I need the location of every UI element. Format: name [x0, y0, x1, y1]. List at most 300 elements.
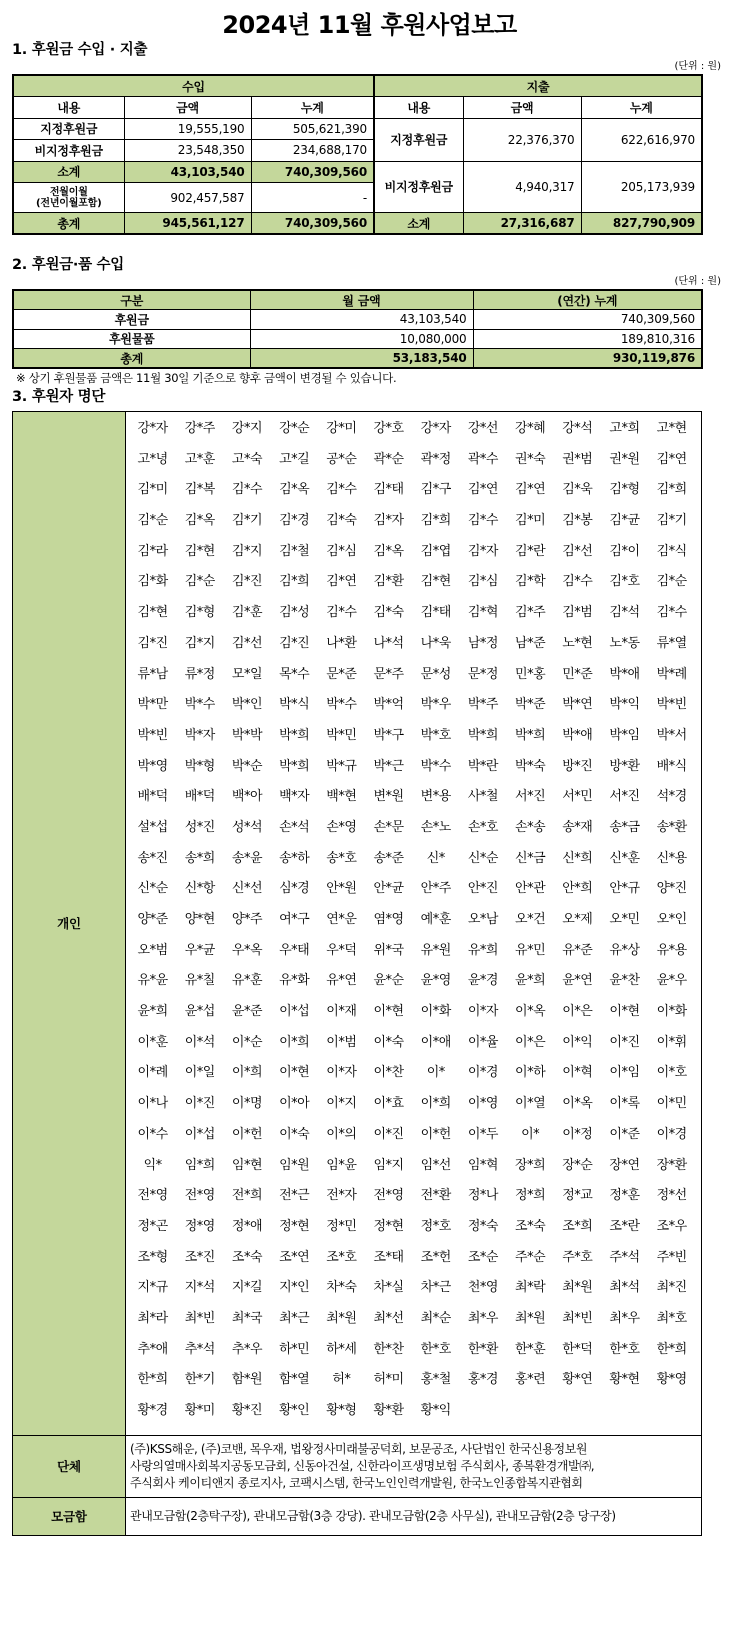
row-cash-label: 후원금 — [13, 310, 250, 330]
donor-name: 박*영 — [137, 758, 168, 774]
donor-name: 유*용 — [656, 942, 687, 958]
donor-name: 윤*우 — [656, 973, 687, 989]
donor-name: 우*옥 — [231, 942, 263, 958]
section3-title: 3. 후원자 명단 — [12, 389, 106, 405]
donor-name: 김*희 — [656, 482, 687, 498]
donor-name: 이*희 — [231, 1065, 263, 1081]
donor-name: 곽*정 — [420, 451, 451, 467]
donor-name: 홍*련 — [515, 1372, 546, 1388]
donor-name: 유*윤 — [137, 973, 168, 989]
donor-name: 이*자 — [467, 1004, 498, 1020]
donor-name: 박*민 — [326, 727, 357, 743]
expense-subtotal-label: 소계 — [374, 213, 463, 235]
donor-name: 오*제 — [562, 912, 593, 927]
donor-name: 박*준 — [515, 697, 546, 713]
donor-name: 추*애 — [137, 1341, 168, 1357]
donor-name: 송*금 — [609, 819, 640, 835]
donor-name: 함*원 — [231, 1372, 263, 1388]
donor-name: 전*영 — [137, 1188, 168, 1204]
donor-name: 김*지 — [184, 635, 215, 651]
donor-name: 황*인 — [279, 1403, 310, 1418]
row-goods-label: 후원물품 — [13, 329, 250, 349]
donor-name: 강*석 — [562, 421, 593, 436]
donor-name: 김*수 — [231, 482, 263, 498]
donor-name: 송*호 — [326, 850, 357, 866]
donor-name: 한*훈 — [515, 1341, 546, 1357]
donor-name: 박*식 — [279, 697, 310, 713]
expense-designated-label: 지정후원금 — [374, 118, 463, 161]
donor-name: 윤*순 — [373, 973, 404, 989]
donor-name: 서*진 — [609, 789, 640, 805]
donor-name: 김*순 — [184, 574, 215, 590]
donor-name: 이*석 — [184, 1034, 215, 1050]
donor-name: 공*순 — [326, 451, 357, 467]
donor-name: 고*숙 — [231, 451, 263, 467]
donor-name: 강*혜 — [515, 421, 546, 436]
donor-name: 손*석 — [279, 819, 310, 835]
donor-name: 이*애 — [420, 1034, 451, 1050]
donor-name: 우*덕 — [326, 942, 357, 958]
donor-name: 고*희 — [609, 421, 640, 436]
donor-name: 권*범 — [562, 451, 593, 467]
donor-name: 김*진 — [137, 635, 168, 651]
donor-name: 박*인 — [231, 697, 263, 713]
donor-name: 주*순 — [515, 1249, 546, 1265]
donor-name: 강*자 — [420, 421, 451, 436]
donor-name: 백*자 — [279, 789, 310, 805]
donor-name: 강*미 — [326, 421, 357, 436]
donor-name: 노*동 — [609, 635, 640, 651]
donor-list-table — [12, 411, 702, 1536]
col-type: 구분 — [13, 290, 250, 310]
donor-name: 배*덕 — [137, 789, 168, 805]
donor-name: 안*주 — [420, 881, 451, 897]
donor-name: 박*억 — [373, 697, 404, 713]
donor-name: 오*민 — [609, 912, 640, 927]
donor-name: 안*규 — [609, 881, 640, 897]
donor-name: 김*수 — [326, 605, 357, 621]
donor-name: 이*헌 — [231, 1126, 263, 1142]
donor-name: 박*희 — [515, 727, 546, 743]
donor-name: 김*수 — [326, 482, 357, 498]
donor-name: 류*남 — [137, 666, 168, 682]
donor-name: 조*우 — [656, 1218, 687, 1234]
expense-nondesignated-cumulative: 205,173,939 — [581, 161, 702, 213]
donor-name: 이*경 — [656, 1126, 687, 1142]
donor-name: 곽*수 — [467, 451, 498, 467]
donor-name: 사*철 — [467, 789, 498, 805]
donation-income-table — [12, 289, 703, 369]
donor-name: 신*선 — [231, 881, 263, 897]
donor-name: 정*호 — [420, 1218, 451, 1234]
donor-name: 김*수 — [467, 513, 498, 529]
donor-name: 이*훈 — [137, 1034, 168, 1050]
donor-name: 이*하 — [515, 1065, 546, 1081]
donor-name: 황*영 — [656, 1372, 687, 1388]
donor-name: 이*현 — [279, 1065, 310, 1081]
income-designated-label: 지정후원금 — [13, 118, 124, 140]
donor-name: 정*현 — [279, 1218, 310, 1234]
donor-name: 박*자 — [184, 727, 215, 743]
carryover-label-line2: (전년이월포함) — [35, 197, 102, 209]
donor-name: 황*진 — [231, 1403, 263, 1418]
donor-name: 이*혁 — [562, 1065, 593, 1081]
donor-name: 황*환 — [373, 1403, 404, 1418]
donor-name: 이*섭 — [279, 1004, 310, 1020]
donor-name: 김*자 — [467, 543, 498, 559]
donor-name: 이*화 — [656, 1004, 687, 1020]
donor-name: 신*훈 — [609, 850, 640, 866]
donation-box-label: 모금함 — [13, 1497, 126, 1535]
donor-name: 송*하 — [279, 850, 310, 866]
donor-name: 이*헌 — [420, 1126, 451, 1142]
income-nondesignated-amount: 23,548,350 — [124, 140, 251, 162]
donor-name: 서*진 — [515, 789, 546, 805]
donor-name: 최*원 — [562, 1280, 593, 1296]
donor-name: 강*선 — [467, 421, 498, 436]
donor-name: 김*범 — [562, 605, 593, 621]
donor-name: 신*용 — [656, 850, 687, 866]
donor-name: 장*환 — [656, 1157, 687, 1173]
donor-name: 박*구 — [373, 727, 404, 743]
donor-name: 노*현 — [562, 635, 593, 651]
income-carryover-amount: 902,457,587 — [124, 183, 251, 213]
donor-name: 김*숙 — [326, 513, 357, 529]
donor-name: 박*규 — [326, 758, 357, 774]
donor-name: 추*우 — [231, 1341, 263, 1357]
expense-header: 지출 — [374, 75, 702, 97]
donor-name: 하*세 — [326, 1341, 357, 1357]
donor-name: 박*임 — [609, 727, 640, 743]
donor-name: 박*희 — [279, 758, 310, 774]
donor-name: 주*빈 — [656, 1249, 687, 1265]
donor-name: 김*순 — [137, 513, 168, 529]
section1-unit: (단위 : 원) — [674, 61, 721, 72]
donor-name: 이*희 — [279, 1034, 310, 1050]
individual-label: 개인 — [13, 412, 126, 1436]
income-col-cumulative: 누계 — [251, 97, 374, 119]
donor-name: 허* — [332, 1372, 351, 1388]
expense-col-cumulative: 누계 — [581, 97, 702, 119]
donor-name: 박*수 — [326, 697, 357, 713]
donor-name: 박*서 — [656, 727, 687, 743]
donor-name: 김*연 — [326, 574, 357, 590]
donor-name: 배*식 — [656, 758, 687, 774]
donor-name: 한*덕 — [562, 1341, 593, 1357]
donor-name: 문*주 — [373, 666, 404, 682]
donor-name: 고*녕 — [137, 451, 168, 467]
donor-name: 한*기 — [184, 1372, 215, 1388]
donor-name: 고*현 — [656, 421, 687, 436]
donor-name: 오*범 — [137, 942, 168, 958]
row-goods-month: 10,080,000 — [250, 329, 473, 349]
income-designated-amount: 19,555,190 — [124, 118, 251, 140]
donor-name: 이*록 — [609, 1096, 640, 1112]
donor-name: 오*인 — [656, 912, 687, 927]
donor-name: 최*진 — [656, 1280, 687, 1296]
donor-name: 박*희 — [279, 727, 310, 743]
individual-names-cell — [126, 412, 702, 1436]
donor-name: 신*순 — [467, 850, 498, 866]
donor-name: 안*관 — [515, 881, 546, 897]
donor-name: 서*민 — [562, 789, 593, 805]
donor-name: 조*진 — [184, 1249, 215, 1265]
donor-name: 정*희 — [515, 1188, 546, 1204]
donor-name: 최*호 — [656, 1310, 687, 1326]
donor-name: 최*락 — [515, 1280, 546, 1296]
donor-name: 이*옥 — [515, 1004, 546, 1020]
col-month: 월 금액 — [250, 290, 473, 310]
donor-name: 김*철 — [279, 543, 310, 559]
donor-name: 손*영 — [326, 819, 357, 835]
expense-subtotal-amount: 27,316,687 — [463, 213, 581, 235]
donor-name: 박*우 — [420, 697, 451, 713]
donor-name: 이*숙 — [279, 1126, 310, 1142]
donor-name: 예*훈 — [420, 912, 451, 927]
donor-name: 박*애 — [609, 666, 640, 682]
donor-name: 문*성 — [420, 666, 451, 682]
donor-name: 이*경 — [467, 1065, 498, 1081]
donor-name: 이*범 — [326, 1034, 357, 1050]
donor-name: 황*미 — [184, 1403, 215, 1418]
donor-name: 김*란 — [515, 543, 546, 559]
donor-name: 설*섭 — [137, 819, 168, 835]
income-header: 수입 — [13, 75, 374, 97]
donor-name: 오*건 — [515, 912, 546, 927]
donor-name: 김*진 — [231, 574, 263, 590]
donor-name: 김*형 — [609, 482, 640, 498]
donor-name: 박*박 — [231, 727, 263, 743]
expense-subtotal-cumulative: 827,790,909 — [581, 213, 702, 235]
donor-name: 조*연 — [279, 1249, 310, 1265]
donor-name: 이*찬 — [373, 1065, 404, 1081]
org-line: (주)KSS해운, (주)코밴, 목우재, 법왕정사미래불공덕회, 보문공조, 사단법인 한국신용정보원 — [130, 1441, 588, 1456]
donor-name: 임*지 — [373, 1157, 404, 1173]
donor-name: 김*연 — [515, 482, 546, 498]
income-total-cumulative: 740,309,560 — [251, 213, 374, 235]
donor-name: 목*수 — [279, 666, 310, 682]
donor-name: 양*현 — [184, 912, 215, 927]
donor-name: 연*운 — [326, 912, 357, 927]
donor-name: 정*곤 — [137, 1218, 168, 1234]
donor-name: 박*수 — [420, 758, 451, 774]
donor-name: 지*길 — [231, 1280, 263, 1296]
donor-name: 황*형 — [326, 1403, 357, 1418]
donor-name: 최*선 — [373, 1310, 404, 1326]
donor-name: 지*규 — [137, 1280, 168, 1296]
income-carryover-cumulative: - — [251, 183, 374, 213]
donor-name: 강*지 — [231, 421, 263, 436]
income-carryover-label — [13, 183, 124, 213]
donor-name: 한*희 — [656, 1341, 687, 1357]
donor-name: 김*숙 — [373, 605, 404, 621]
donor-name: 최*우 — [467, 1310, 498, 1326]
income-col-item: 내용 — [13, 97, 124, 119]
donor-name: 홍*경 — [467, 1372, 498, 1388]
donor-name: 유*칠 — [184, 973, 215, 989]
donor-name: 한*환 — [467, 1341, 498, 1357]
donor-name: 김*태 — [420, 605, 451, 621]
donor-name: 윤*경 — [467, 973, 498, 989]
donor-name: 김*미 — [137, 482, 168, 498]
donor-name: 김*선 — [231, 635, 263, 651]
donor-name: 이*호 — [656, 1065, 687, 1081]
donor-name: 조*숙 — [515, 1218, 546, 1234]
donor-name: 임*원 — [279, 1157, 310, 1173]
donor-name: 정*나 — [467, 1188, 498, 1204]
donor-name: 김*식 — [656, 543, 687, 559]
income-nondesignated-label: 비지정후원금 — [13, 140, 124, 162]
donor-name: 조*숙 — [231, 1249, 263, 1265]
donor-name: 신*금 — [515, 850, 546, 866]
donor-name: 나*석 — [373, 635, 404, 651]
donor-name: 양*진 — [656, 881, 687, 897]
donor-name: 남*준 — [515, 635, 546, 651]
income-subtotal-cumulative: 740,309,560 — [251, 161, 374, 183]
donor-name: 류*열 — [656, 635, 687, 651]
donor-name: 송*희 — [184, 850, 215, 866]
donor-name: 이*현 — [373, 1004, 404, 1020]
donor-name: 정*애 — [231, 1218, 263, 1234]
donor-name: 송*윤 — [231, 850, 263, 866]
donor-name: 이*정 — [562, 1126, 593, 1142]
donor-name: 김*봉 — [562, 513, 593, 529]
income-subtotal-label: 소계 — [13, 161, 124, 183]
donor-name: 김*선 — [562, 543, 593, 559]
donor-name: 최*원 — [326, 1310, 357, 1326]
income-total-amount: 945,561,127 — [124, 213, 251, 235]
donor-name: 성*진 — [184, 819, 215, 835]
section2-title: 2. 후원금·품 수입 — [12, 257, 124, 273]
expense-col-item: 내용 — [374, 97, 463, 119]
donor-name: 김*학 — [515, 574, 546, 590]
donor-name: 박*주 — [467, 697, 498, 713]
donor-name: 장*순 — [562, 1157, 593, 1173]
donor-name: 석*경 — [656, 789, 687, 805]
donor-name: 우*태 — [279, 942, 310, 958]
donor-name: 이*섭 — [184, 1126, 215, 1142]
donor-name: 김*엽 — [420, 543, 451, 559]
donor-name: 김*수 — [562, 574, 593, 590]
donor-name: 이*아 — [279, 1096, 310, 1112]
donor-name: 최*빈 — [562, 1310, 593, 1326]
donor-name: 박*형 — [184, 758, 215, 774]
donor-name: 박*수 — [184, 697, 215, 713]
donor-name: 한*희 — [137, 1372, 168, 1388]
donor-name: 김*연 — [467, 482, 498, 498]
donor-name: 전*환 — [420, 1188, 451, 1204]
donor-name: 이*현 — [609, 1004, 640, 1020]
donor-name: 박*란 — [467, 758, 498, 774]
donor-name: 이*진 — [184, 1096, 215, 1112]
income-subtotal-amount: 43,103,540 — [124, 161, 251, 183]
donor-name: 송*환 — [656, 819, 687, 835]
donor-name: 김*주 — [515, 605, 546, 621]
donor-name: 권*원 — [609, 451, 640, 467]
row-cash-annual: 740,309,560 — [473, 310, 702, 330]
income-designated-cumulative: 505,621,390 — [251, 118, 374, 140]
donor-name: 유*연 — [326, 973, 357, 989]
donor-name: 박*연 — [562, 697, 593, 713]
donor-name: 이*옥 — [562, 1096, 593, 1112]
donor-name: 하*민 — [279, 1341, 310, 1357]
donor-name: 김*지 — [231, 543, 263, 559]
donor-name: 김*태 — [373, 482, 404, 498]
donor-name: 문*정 — [467, 666, 498, 682]
donor-name: 류*정 — [184, 666, 215, 682]
donor-name: 윤*준 — [231, 1004, 263, 1020]
donor-name: 강*순 — [279, 421, 310, 436]
donor-name: 임*희 — [184, 1157, 215, 1173]
donor-name: 유*준 — [562, 942, 593, 958]
donor-name: 송*재 — [562, 819, 593, 835]
donor-name: 황*연 — [562, 1372, 593, 1388]
donor-name: 정*숙 — [467, 1218, 498, 1234]
donor-name: 정*현 — [373, 1218, 404, 1234]
donor-name: 이*진 — [373, 1126, 404, 1142]
donor-name: 방*환 — [609, 758, 640, 774]
donor-name: 김*희 — [420, 513, 451, 529]
donor-name: 이*열 — [515, 1096, 546, 1112]
expense-designated-cumulative: 622,616,970 — [581, 118, 702, 161]
donor-name: 변*원 — [373, 789, 404, 805]
donor-name: 이* — [521, 1126, 540, 1142]
donor-name: 황*익 — [420, 1403, 451, 1418]
donor-name: 김*자 — [373, 513, 404, 529]
donor-name: 김*순 — [656, 574, 687, 590]
row-total-label: 총계 — [13, 349, 250, 369]
donor-name: 송*진 — [137, 850, 168, 866]
donor-name: 박*희 — [467, 727, 498, 743]
donor-name: 김*이 — [609, 543, 640, 559]
donor-name: 차*근 — [420, 1280, 451, 1296]
donor-name: 조*순 — [467, 1249, 498, 1265]
donor-name: 허*미 — [373, 1372, 404, 1388]
donor-name: 김*성 — [279, 605, 310, 621]
donor-name: 김*석 — [609, 605, 640, 621]
expense-col-amount: 금액 — [463, 97, 581, 119]
page-title: 2024년 11월 후원사업보고 — [222, 11, 517, 39]
donor-name: 안*희 — [562, 881, 593, 897]
org-line: 주식회사 케이티앤지 종로지사, 코팩시스템, 한국노인인력개발원, 한국노인종합복지관협회 — [130, 1475, 583, 1490]
donor-name: 손*송 — [515, 819, 546, 835]
donor-name: 오*남 — [467, 912, 498, 927]
donor-name: 이*순 — [231, 1034, 263, 1050]
row-total-annual: 930,119,876 — [473, 349, 702, 369]
donor-name: 이*화 — [420, 1004, 451, 1020]
donor-name: 이*나 — [137, 1096, 168, 1112]
donor-name: 나*환 — [326, 635, 357, 651]
donor-name: 강*주 — [184, 421, 215, 436]
donor-name: 김*진 — [279, 635, 310, 651]
donor-name: 민*홍 — [515, 666, 546, 682]
income-expense-table — [12, 74, 703, 235]
donor-name: 박*순 — [231, 758, 263, 774]
donor-name: 지*석 — [184, 1280, 215, 1296]
donor-name: 함*열 — [279, 1372, 310, 1388]
donor-name: 이*준 — [609, 1126, 640, 1142]
donor-name: 김*심 — [467, 574, 498, 590]
donor-name: 차*숙 — [326, 1280, 357, 1296]
row-cash-month: 43,103,540 — [250, 310, 473, 330]
donor-name: 모*일 — [231, 666, 263, 682]
row-total-month: 53,183,540 — [250, 349, 473, 369]
donor-name: 전*희 — [231, 1188, 263, 1204]
donor-name: 양*주 — [231, 912, 263, 927]
donor-name: 조*태 — [373, 1249, 404, 1265]
donor-name: 김*화 — [137, 574, 168, 590]
donor-name: 김*균 — [609, 513, 640, 529]
